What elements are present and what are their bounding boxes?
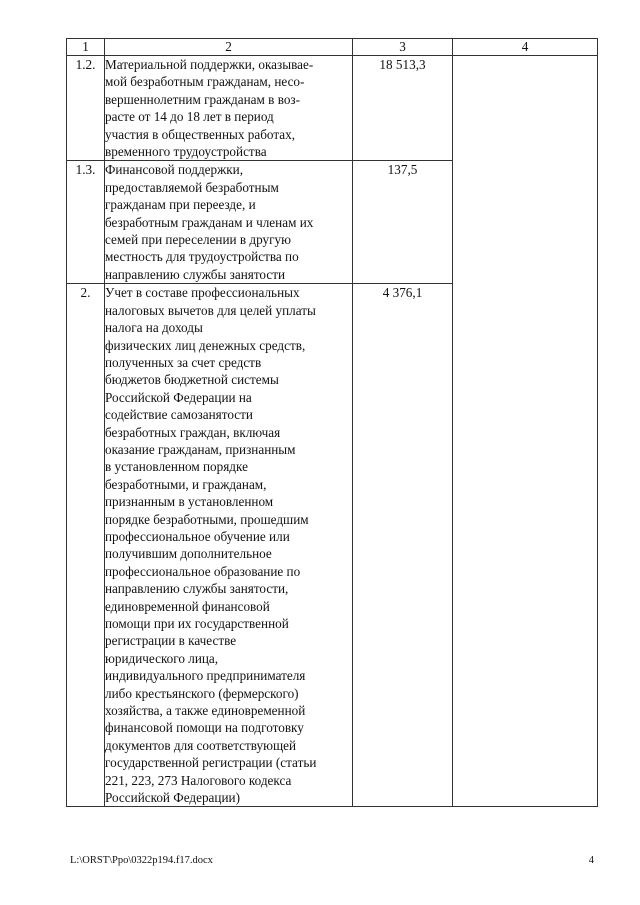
description-line: вершеннолетним гражданам в воз- bbox=[105, 91, 301, 107]
description-line: безработных граждан, включая bbox=[105, 424, 281, 440]
column-header-4: 4 bbox=[453, 39, 598, 56]
description-line: профессиональное обучение или bbox=[105, 528, 290, 544]
description-line: безработными, и гражданам, bbox=[105, 476, 267, 492]
column-header-2: 2 bbox=[105, 39, 353, 56]
description-line: направлению службы занятости bbox=[105, 266, 286, 282]
row-description bbox=[105, 284, 353, 807]
data-table bbox=[66, 38, 598, 807]
description-line: государственной регистрации (статьи bbox=[105, 755, 317, 771]
row-value: 137,5 bbox=[353, 161, 453, 284]
description-line: финансовой помощи на подготовку bbox=[105, 720, 304, 736]
table-row bbox=[67, 56, 598, 161]
description-line: гражданам при переезде, и bbox=[105, 197, 256, 213]
description-line: регистрации в качестве bbox=[105, 633, 237, 649]
row-number: 1.2. bbox=[67, 56, 105, 161]
description-line: Материальной поддержки, оказывае- bbox=[105, 57, 314, 72]
description-line: хозяйства, а также единовременной bbox=[105, 703, 306, 719]
description-line: Учет в составе профессиональных bbox=[105, 285, 300, 301]
description-line: семей при переселении в другую bbox=[105, 232, 291, 248]
description-line: помощи при их государственной bbox=[105, 616, 289, 631]
row-value: 18 513,3 bbox=[353, 56, 453, 161]
description-line: безработным гражданам и членам их bbox=[105, 214, 314, 230]
column-header-1: 1 bbox=[67, 39, 105, 56]
footer-page-number: 4 bbox=[588, 855, 594, 866]
description-line: юридического лица, bbox=[105, 650, 219, 666]
column-4-cell bbox=[453, 56, 598, 807]
description-line: налоговых вычетов для целей уплаты bbox=[105, 302, 316, 318]
description-line: либо крестьянского (фермерского) bbox=[105, 685, 299, 701]
description-line: документов для соответствующей bbox=[105, 737, 297, 753]
description-line: содействие самозанятости bbox=[105, 407, 253, 423]
description-line: полученных за счет средств bbox=[105, 354, 262, 370]
description-line: участия в общественных работах, bbox=[105, 126, 296, 142]
row-value: 4 376,1 bbox=[353, 284, 453, 807]
description-line: порядке безработными, прошедшим bbox=[105, 511, 309, 527]
description-line: мой безработным гражданам, несо- bbox=[105, 74, 305, 90]
description-line: временного трудоустройства bbox=[105, 144, 267, 160]
description-line: Российской Федерации) bbox=[105, 790, 240, 806]
table-header-row bbox=[67, 39, 598, 56]
description-line: профессиональное образование по bbox=[105, 563, 301, 579]
description-line: расте от 14 до 18 лет в период bbox=[105, 109, 274, 125]
description-line: предоставляемой безработным bbox=[105, 179, 279, 195]
row-number: 2. bbox=[67, 284, 105, 807]
description-line: физических лиц денежных средств, bbox=[105, 337, 306, 353]
description-line: Финансовой поддержки, bbox=[105, 162, 243, 178]
table-body bbox=[67, 56, 598, 807]
description-line: налога на доходы bbox=[105, 320, 203, 336]
description-line: Российской Федерации на bbox=[105, 389, 252, 405]
column-header-3: 3 bbox=[353, 39, 453, 56]
row-number: 1.3. bbox=[67, 161, 105, 284]
description-line: направлению службы занятости, bbox=[105, 581, 289, 597]
footer-file-path: L:\ORST\Ppo\0322p194.f17.docx bbox=[70, 855, 213, 866]
description-line: единовременной финансовой bbox=[105, 598, 270, 614]
description-line: в установленном порядке bbox=[105, 459, 248, 475]
description-line: 221, 223, 273 Налогового кодекса bbox=[105, 772, 292, 788]
row-description bbox=[105, 161, 353, 284]
description-line: получившим дополнительное bbox=[105, 546, 272, 562]
description-line: признанным в установленном bbox=[105, 494, 274, 510]
description-line: бюджетов бюджетной системы bbox=[105, 372, 279, 388]
description-line: местность для трудоустройства по bbox=[105, 249, 299, 265]
description-line: оказание гражданам, признанным bbox=[105, 441, 296, 457]
row-description bbox=[105, 56, 353, 161]
description-line: индивидуального предпринимателя bbox=[105, 668, 306, 684]
